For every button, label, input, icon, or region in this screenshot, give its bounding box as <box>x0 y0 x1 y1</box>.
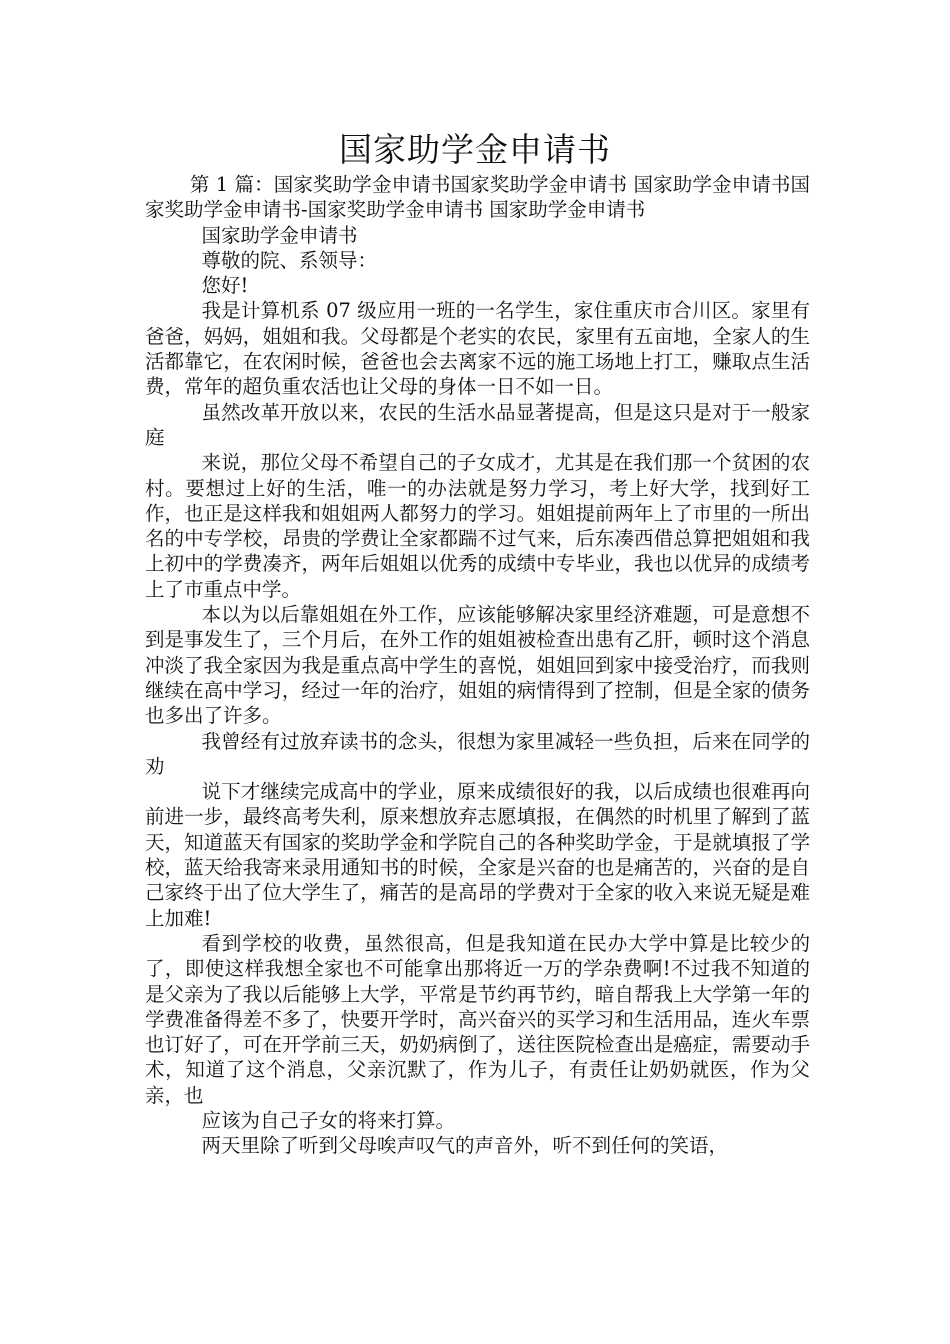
body-paragraph: 两天里除了听到父母唉声叹气的声音外，听不到任何的笑语， <box>201 1134 729 1158</box>
body-paragraph: 本以为以后靠姐姐在外工作，应该能够解决家里经济难题，可是意想不到是事发生了，三个月后，在外工作的姐姐被检查出患有乙肝，顿时这个消息冲淡了我全家因为我是重点高中学生的喜悦，姐姐回到家中接受治疗，而我则继续在高中学习，经过一年的治疗，姐姐的病情得到了控制，但是全家的债务也多出了许多。 <box>145 603 810 728</box>
document-body <box>145 172 810 1159</box>
letter-heading: 国家助学金申请书 <box>201 223 358 247</box>
salutation: 尊敬的院、系领导： <box>201 248 378 272</box>
body-paragraph: 看到学校的收费，虽然很高，但是我知道在民办大学中算是比较少的了，即使这样我想全家也不可能拿出那将近一万的学杂费啊!不过我不知道的是父亲为了我以后能够上大学，平常是节约再节约，暗自帮我上大学第一年的学费准备得差不多了，快要开学时，高兴奋兴的买学习和生活用品，连火车票也订好了，可在开学前三天，奶奶病倒了，送往医院检查出是癌症，需要动手术，知道了这个消息，父亲沉默了，作为儿子，有责任让奶奶就医，作为父亲，也 <box>145 931 810 1107</box>
document-title: 国家助学金申请书 <box>339 130 611 169</box>
intro-paragraph: 第 1 篇：国家奖助学金申请书国家奖助学金申请书 国家助学金申请书国家奖助学金申请书-国家奖助学金申请书 国家助学金申请书 <box>145 173 810 222</box>
body-paragraph: 我曾经有过放弃读书的念头，很想为家里减轻一些负担，后来在同学的劝 <box>145 729 810 778</box>
greeting: 您好! <box>201 274 249 298</box>
body-paragraph: 来说，那位父母不希望自己的子女成才，尤其是在我们那一个贫困的农村。要想过上好的生活，唯一的办法就是努力学习，考上好大学，找到好工作，也正是这样我和姐姐两人都努力的学习。姐姐提前两年上了市里的一所出名的中专学校，昂贵的学费让全家都踹不过气来，后东凑西借总算把姐姐和我上初中的学费凑齐，两年后姐姐以优秀的成绩中专毕业，我也以优异的成绩考上了市重点中学。 <box>145 451 810 601</box>
body-paragraph: 虽然改革开放以来，农民的生活水品显著提高，但是这只是对于一般家庭 <box>145 400 810 449</box>
body-paragraph: 说下才继续完成高中的学业，原来成绩很好的我，以后成绩也很难再向前进一步，最终高考失利，原来想放弃志愿填报，在偶然的时机里了解到了蓝天，知道蓝天有国家的奖助学金和学院自己的各种奖助学金，于是就填报了学校，蓝天给我寄来录用通知书的时候，全家是兴奋的也是痛苦的，兴奋的是自己家终于出了位大学生了，痛苦的是高昂的学费对于全家的收入来说无疑是难上加难! <box>145 780 810 930</box>
body-paragraph: 应该为自己子女的将来打算。 <box>201 1108 456 1132</box>
body-paragraph: 我是计算机系 07 级应用一班的一名学生，家住重庆市合川区。家里有爸爸，妈妈，姐姐和我。父母都是个老实的农民，家里有五亩地，全家人的生活都靠它，在农闲时候，爸爸也会去离家不远的施工场地上打工，赚取点生活费，常年的超负重农活也让父母的身体一日不如一日。 <box>145 299 810 399</box>
